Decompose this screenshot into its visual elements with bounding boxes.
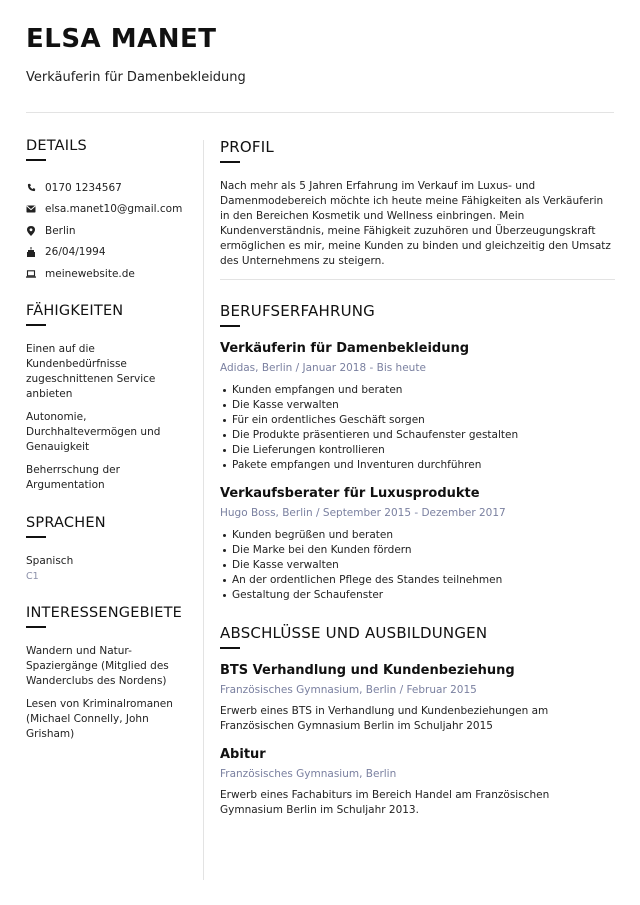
mail-icon <box>26 205 36 213</box>
education-title: BTS Verhandlung und Kundenbeziehung <box>220 663 515 678</box>
languages-section <box>26 515 192 582</box>
detail-email <box>26 199 192 221</box>
phone-icon <box>26 183 36 192</box>
interests-section <box>26 605 192 742</box>
profile-divider <box>220 279 615 280</box>
detail-birthday-text: 26/04/1994 <box>45 246 106 259</box>
education-section <box>220 624 615 818</box>
language-level: C1 <box>26 570 39 582</box>
education-description: Erwerb eines BTS in Verhandlung und Kundenbeziehungen am Französischen Gymnasium Berlin im Schuljahr 2015 <box>220 705 549 732</box>
header-divider <box>26 112 614 113</box>
experience-section <box>220 302 615 603</box>
bullet-item: Die Kasse verwalten <box>220 398 615 413</box>
details-heading: DETAILS <box>26 138 192 161</box>
bullet-item: Die Marke bei den Kunden fördern <box>220 543 615 558</box>
skill-item: Autonomie, Durchhaltevermögen und Genauigkeit <box>26 410 161 453</box>
profile-section <box>220 138 615 280</box>
bullet-item: Kunden begrüßen und beraten <box>220 528 615 543</box>
bullet-item: An der ordentlichen Pflege des Standes teilnehmen <box>220 573 615 588</box>
interest-item: Lesen von Kriminalromanen (Michael Connelly, John Grisham) <box>26 697 173 740</box>
laptop-icon <box>26 270 36 278</box>
birthday-icon <box>26 247 36 257</box>
education-entry <box>220 747 615 818</box>
education-meta: Französisches Gymnasium, Berlin <box>220 768 397 780</box>
skills-section <box>26 303 192 493</box>
candidate-title: Verkäuferin für Damenbekleidung <box>26 70 246 85</box>
skills-heading: FÄHIGKEITEN <box>26 303 192 326</box>
experience-heading: BERUFSERFAHRUNG <box>220 302 615 327</box>
education-description: Erwerb eines Fachabiturs im Bereich Handel am Französischen Gymnasium Berlin im Schuljahr 2013. <box>220 789 550 816</box>
interests-list <box>26 644 192 742</box>
education-heading: ABSCHLÜSSE UND AUSBILDUNGEN <box>220 624 615 649</box>
profile-text: Nach mehr als 5 Jahren Erfahrung im Verkauf im Luxus- und Damenmodebereich möchte ich heute meine Fähigkeiten als Verkäuferin in den Bereichen Kosmetik und Wellness einbringen. Mein Kundenverständnis, meine Fähigkeit zuzuhören und Überzeugungskraft ermöglichen es mir, meine Kunden zu binden und gleichzeitig den Umsatz des Unternehmens zu steigern. <box>220 180 611 267</box>
detail-birthday <box>26 242 192 264</box>
bullet-item: Kunden empfangen und beraten <box>220 383 615 398</box>
profile-heading: PROFIL <box>220 138 615 163</box>
detail-location-text: Berlin <box>45 224 76 237</box>
location-pin-icon <box>26 226 36 236</box>
language-name: Spanisch <box>26 554 74 567</box>
job-meta: Hugo Boss, Berlin / September 2015 - Dezember 2017 <box>220 507 506 519</box>
candidate-name: ELSA MANET <box>26 24 217 54</box>
job-bullets <box>220 528 615 603</box>
job-meta: Adidas, Berlin / Januar 2018 - Bis heute <box>220 362 426 374</box>
left-column <box>26 138 192 750</box>
details-section <box>26 138 192 285</box>
education-meta: Französisches Gymnasium, Berlin / Februar 2015 <box>220 684 477 696</box>
skill-item: Einen auf die Kundenbedürfnisse zugeschnittenen Service anbieten <box>26 342 156 400</box>
bullet-item: Pakete empfangen und Inventuren durchführen <box>220 458 615 473</box>
bullet-item: Die Lieferungen kontrollieren <box>220 443 615 458</box>
detail-location <box>26 220 192 242</box>
job-entry <box>220 341 615 473</box>
details-list <box>26 177 192 285</box>
job-entry <box>220 486 615 603</box>
bullet-item: Für ein ordentliches Geschäft sorgen <box>220 413 615 428</box>
detail-website <box>26 263 192 285</box>
education-entry <box>220 663 615 734</box>
detail-website-text[interactable]: meinewebsite.de <box>45 267 135 280</box>
education-title: Abitur <box>220 747 266 762</box>
job-bullets <box>220 383 615 473</box>
bullet-item: Die Kasse verwalten <box>220 558 615 573</box>
bullet-item: Die Produkte präsentieren und Schaufenster gestalten <box>220 428 615 443</box>
detail-phone <box>26 177 192 199</box>
interests-heading: INTERESSENGEBIETE <box>26 605 192 628</box>
job-title: Verkaufsberater für Luxusprodukte <box>220 486 480 501</box>
detail-phone-text: 0170 1234567 <box>45 181 122 194</box>
detail-email-text: elsa.manet10@gmail.com <box>45 203 183 216</box>
job-title: Verkäuferin für Damenbekleidung <box>220 341 470 356</box>
language-item <box>26 554 192 582</box>
skill-item: Beherrschung der Argumentation <box>26 463 120 491</box>
interest-item: Wandern und Natur-Spaziergänge (Mitglied des Wanderclubs des Nordens) <box>26 644 169 687</box>
bullet-item: Gestaltung der Schaufenster <box>220 588 615 603</box>
right-column <box>220 138 615 818</box>
skills-list <box>26 342 192 493</box>
languages-heading: SPRACHEN <box>26 515 192 538</box>
column-divider <box>203 140 204 880</box>
